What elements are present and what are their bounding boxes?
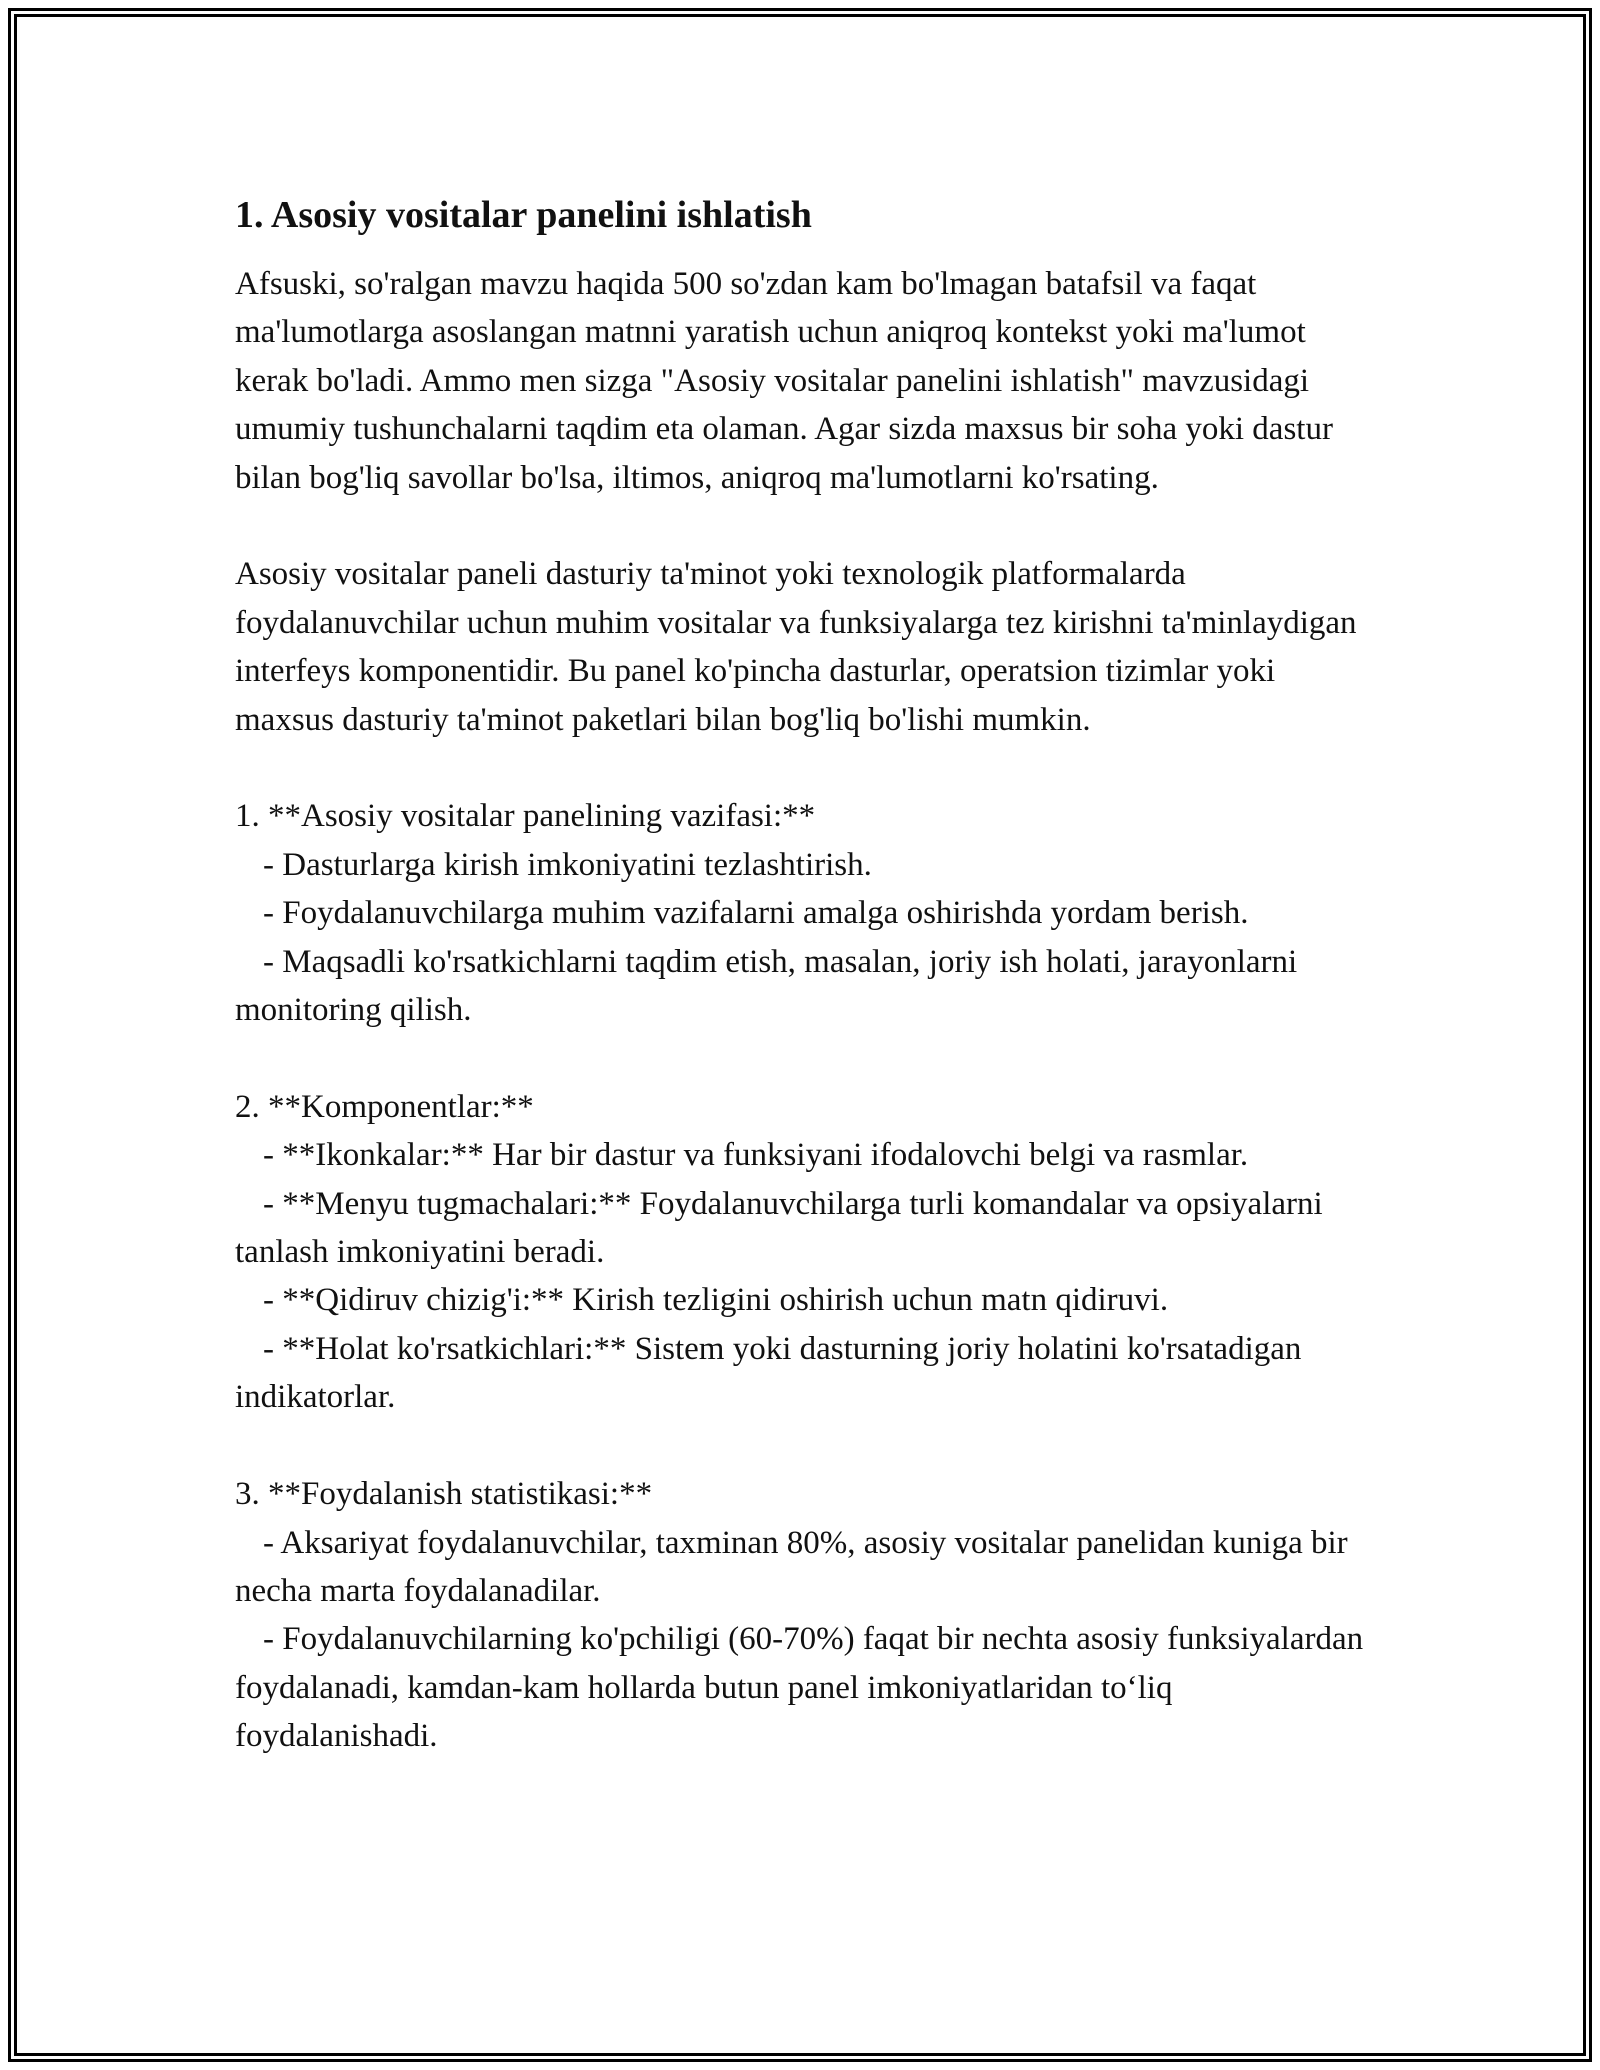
section-purpose (235, 792, 1365, 1034)
section-heading: 2. **Komponentlar:** (235, 1088, 534, 1125)
section-heading: 3. **Foydalanish statistikasi:** (235, 1476, 653, 1513)
list-item: - **Ikonkalar:** Har bir dastur va funksiyani ifodalovchi belgi va rasmlar. (263, 1137, 1249, 1174)
paragraph-intro: Afsuski, so'ralgan mavzu haqida 500 so'zdan kam bo'lmagan batafsil va faqat ma'lumotlarga asoslangan matnni yaratish uchun aniqroq kontekst yoki ma'lumot kerak bo'ladi. Ammo men sizga "Asosiy vositalar panelini ishlatish" mavzusidagi umumiy tushunchalarni taqdim eta olaman. Agar sizda maxsus bir soha yoki dastur bilan bog'liq savollar bo'lsa, iltimos, aniqroq ma'lumotlarni ko'rsating. (235, 266, 1333, 496)
section-statistics (235, 1470, 1365, 1760)
list-item: - Maqsadli ko'rsatkichlarni taqdim etish, masalan, joriy ish holati, jarayonlarni monitoring qilish. (235, 943, 1298, 1029)
section-heading: 1. **Asosiy vositalar panelining vazifasi:** (235, 798, 816, 835)
document-body (235, 190, 1365, 1809)
list-item: - **Menyu tugmachalari:** Foydalanuvchilarga turli komandalar va opsiyalarni tanlash imkoniyatini beradi. (235, 1185, 1323, 1271)
list-item: - Dasturlarga kirish imkoniyatini tezlashtirish. (263, 846, 872, 883)
page-title: 1. Asosiy vositalar panelini ishlatish (235, 194, 812, 236)
list-item: - **Holat ko'rsatkichlari:** Sistem yoki dasturning joriy holatini ko'rsatadigan indikatorlar. (235, 1330, 1302, 1416)
paragraph-description: Asosiy vositalar paneli dasturiy ta'minot yoki texnologik platformalarda foydalanuvchilar uchun muhim vositalar va funksiyalarga tez kirishni ta'minlaydigan interfeys komponentidir. Bu panel ko'pincha dasturlar, operatsion tizimlar yoki maxsus dasturiy ta'minot paketlari bilan bog'liq bo'lishi mumkin. (235, 556, 1357, 738)
list-item: - Foydalanuvchilarga muhim vazifalarni amalga oshirishda yordam berish. (263, 895, 1249, 932)
list-item: - Aksariyat foydalanuvchilar, taxminan 80%, asosiy vositalar panelidan kuniga bir necha marta foydalanadilar. (235, 1524, 1348, 1609)
list-item: - **Qidiruv chizig'i:** Kirish tezligini oshirish uchun matn qidiruvi. (263, 1282, 1169, 1319)
list-item: - Foydalanuvchilarning ko'pchiligi (60-70%) faqat bir nechta asosiy funksiyalardan foydalanadi, kamdan-kam hollarda butun panel imkoniyatlaridan to‘liq foydalanishadi. (235, 1621, 1364, 1755)
section-components (235, 1083, 1365, 1422)
